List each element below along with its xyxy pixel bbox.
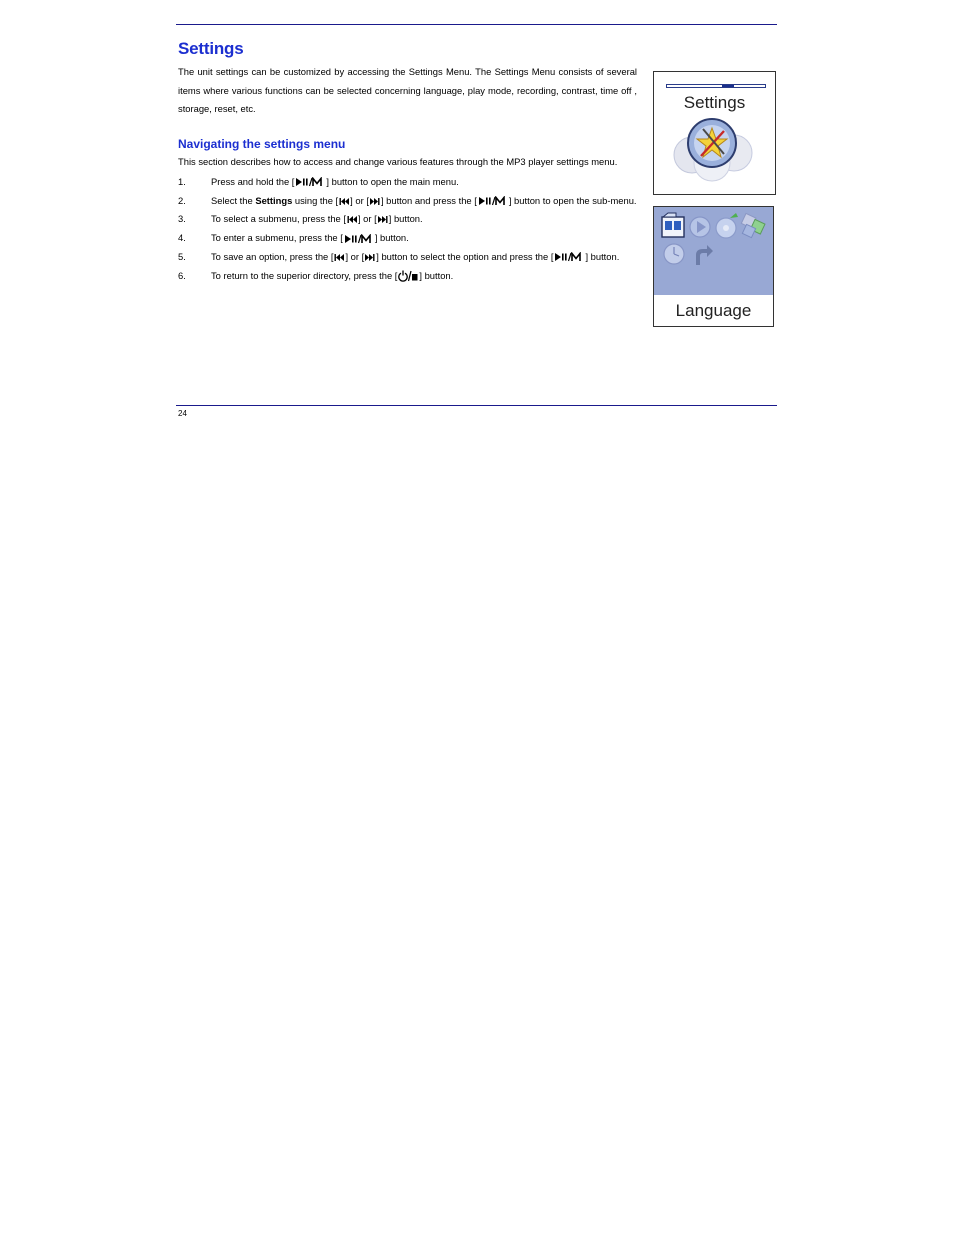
language-screen-image bbox=[653, 206, 774, 327]
step-number: 1. bbox=[178, 175, 186, 187]
recording-icon bbox=[716, 213, 738, 238]
previous-track-icon bbox=[334, 253, 344, 262]
settings-screen-title: Settings bbox=[683, 93, 746, 112]
step-text: To save an option, press the [ ] or [ ] button to select the option and press the [ ] button. bbox=[211, 250, 620, 262]
play-pause-menu-icon bbox=[554, 252, 584, 262]
page-title: Settings bbox=[178, 39, 244, 58]
exit-arrow-icon bbox=[696, 245, 713, 265]
list-item bbox=[178, 210, 637, 229]
language-label: Language bbox=[675, 301, 752, 320]
list-item bbox=[178, 248, 637, 267]
main-content bbox=[178, 38, 637, 286]
contrast-icon bbox=[741, 213, 765, 237]
section-description: This section describes how to access and change various features through the MP3 player settings menu. bbox=[178, 155, 618, 167]
intro-paragraph: The unit settings can be customized by accessing the Settings Menu. The Settings Menu consists of several items where various functions can be selected concerning language, play mode, recording, contrast, time off , storage, reset, etc. bbox=[178, 66, 637, 115]
settings-star-icon bbox=[672, 117, 758, 183]
list-item bbox=[178, 173, 637, 192]
step-number: 3. bbox=[178, 213, 186, 225]
menu-progress-bar bbox=[666, 84, 766, 88]
play-pause-menu-icon bbox=[478, 196, 508, 206]
menu-icon-grid bbox=[654, 207, 773, 295]
page-number: 24 bbox=[178, 409, 187, 418]
language-icon bbox=[662, 213, 684, 237]
step-text: To return to the superior directory, press the [ ] button. bbox=[211, 269, 454, 281]
play-pause-menu-icon bbox=[344, 234, 374, 244]
play-pause-menu-icon bbox=[295, 177, 325, 187]
step-number: 6. bbox=[178, 269, 186, 281]
next-track-icon bbox=[378, 215, 388, 224]
step-number: 4. bbox=[178, 232, 186, 244]
settings-screen-image bbox=[653, 71, 776, 195]
next-track-icon bbox=[365, 253, 375, 262]
play-mode-icon bbox=[690, 217, 710, 237]
menu-progress-fill bbox=[722, 85, 734, 87]
previous-track-icon bbox=[339, 197, 349, 206]
step-text: Select the Settings using the [ ] or [ ] button and press the [ ] button to open the sub-menu. bbox=[211, 194, 637, 206]
list-item bbox=[178, 267, 637, 286]
step-text: Press and hold the [ ] button to open the main menu. bbox=[211, 175, 459, 187]
footer-rule bbox=[176, 405, 777, 406]
list-item bbox=[178, 229, 637, 248]
section-title: Navigating the settings menu bbox=[178, 136, 346, 151]
step-text: To select a submenu, press the [ ] or [ ] button. bbox=[211, 213, 423, 225]
steps-list bbox=[178, 173, 637, 286]
step-text: To enter a submenu, press the [ ] button. bbox=[211, 232, 409, 244]
step-number: 2. bbox=[178, 194, 186, 206]
time-off-icon bbox=[664, 244, 684, 264]
previous-track-icon bbox=[347, 215, 357, 224]
header-rule bbox=[176, 24, 777, 25]
power-stop-icon bbox=[398, 270, 418, 282]
next-track-icon bbox=[370, 197, 380, 206]
list-item bbox=[178, 192, 637, 211]
step-number: 5. bbox=[178, 250, 186, 262]
